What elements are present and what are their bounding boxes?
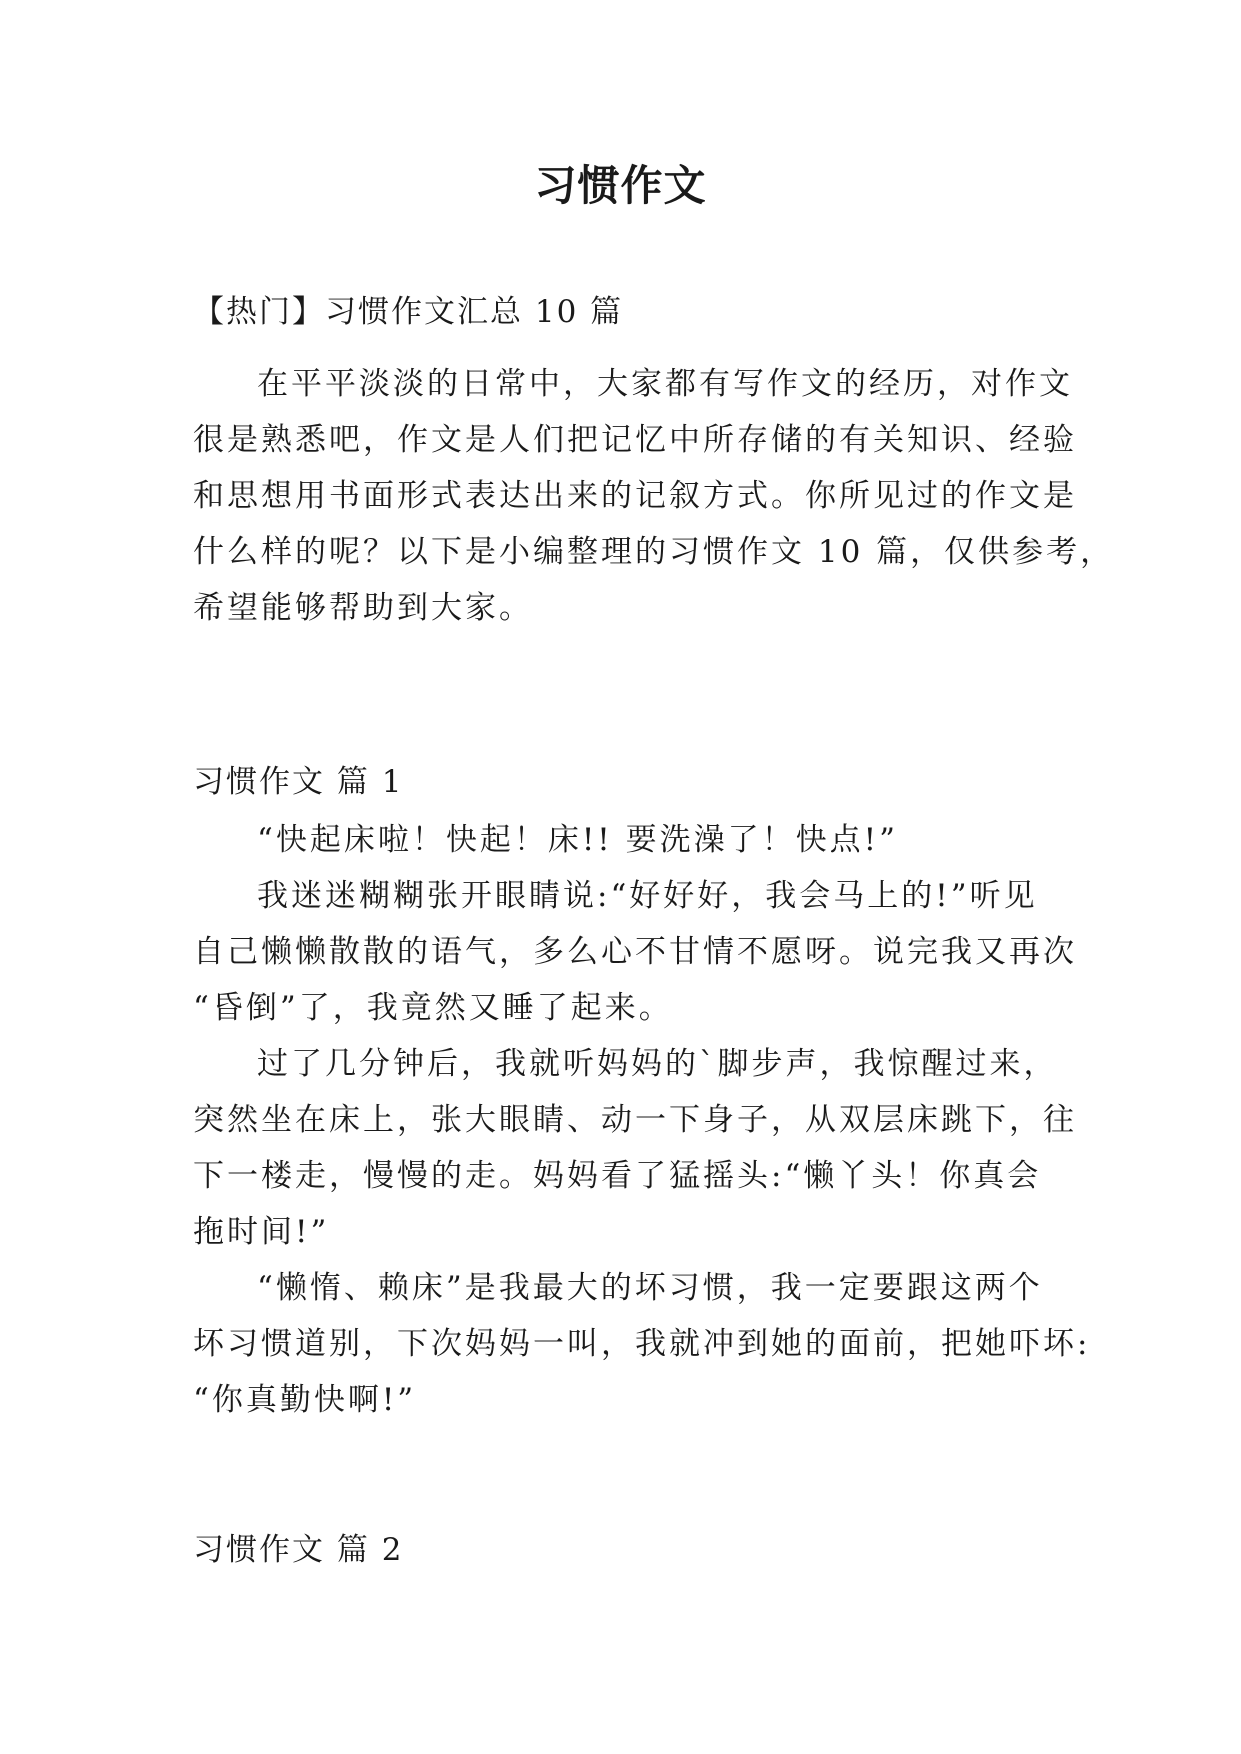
essay-line: “快起床啦！快起！床!! 要洗澡了！快点!” xyxy=(257,822,898,858)
essay-1-heading: 习惯作文 篇 1 xyxy=(193,764,404,800)
essay-line: 下一楼走，慢慢的走。妈妈看了猛摇头:“懒丫头！你真会 xyxy=(193,1158,1042,1194)
essay-line: “懒惰、赖床”是我最大的坏习惯，我一定要跟这两个 xyxy=(257,1270,1043,1306)
essay-line: 拖时间!” xyxy=(193,1214,330,1250)
intro-line: 希望能够帮助到大家。 xyxy=(193,590,533,626)
intro-line: 什么样的呢？以下是小编整理的习惯作文 10 篇，仅供参考， xyxy=(193,534,1115,570)
intro-line: 和思想用书面形式表达出来的记叙方式。你所见过的作文是 xyxy=(193,478,1077,514)
intro-line: 在平平淡淡的日常中，大家都有写作文的经历，对作文 xyxy=(257,366,1073,402)
essay-line: 过了几分钟后，我就听妈妈的`脚步声，我惊醒过来， xyxy=(257,1046,1058,1082)
essay-line: “昏倒”了，我竟然又睡了起来。 xyxy=(193,990,673,1026)
essay-1-body xyxy=(193,812,1091,1428)
intro-line: 很是熟悉吧，作文是人们把记忆中所存储的有关知识、经验 xyxy=(193,422,1077,458)
essay-line: 坏习惯道别，下次妈妈一叫，我就冲到她的面前，把她吓坏: xyxy=(193,1326,1091,1362)
essay-line: 我迷迷糊糊张开眼睛说:“好好好，我会马上的!”听见 xyxy=(257,878,1038,914)
document-subtitle: 【热门】习惯作文汇总 10 篇 xyxy=(193,294,624,330)
essay-2-heading: 习惯作文 篇 2 xyxy=(193,1532,404,1568)
document-title: 习惯作文 xyxy=(534,161,707,210)
essay-line: 突然坐在床上，张大眼睛、动一下身子，从双层床跳下，往 xyxy=(193,1102,1077,1138)
essay-line: 自己懒懒散散的语气，多么心不甘情不愿呀。说完我又再次 xyxy=(193,934,1077,970)
intro-paragraph xyxy=(193,356,1115,636)
essay-line: “你真勤快啊!” xyxy=(193,1382,417,1418)
